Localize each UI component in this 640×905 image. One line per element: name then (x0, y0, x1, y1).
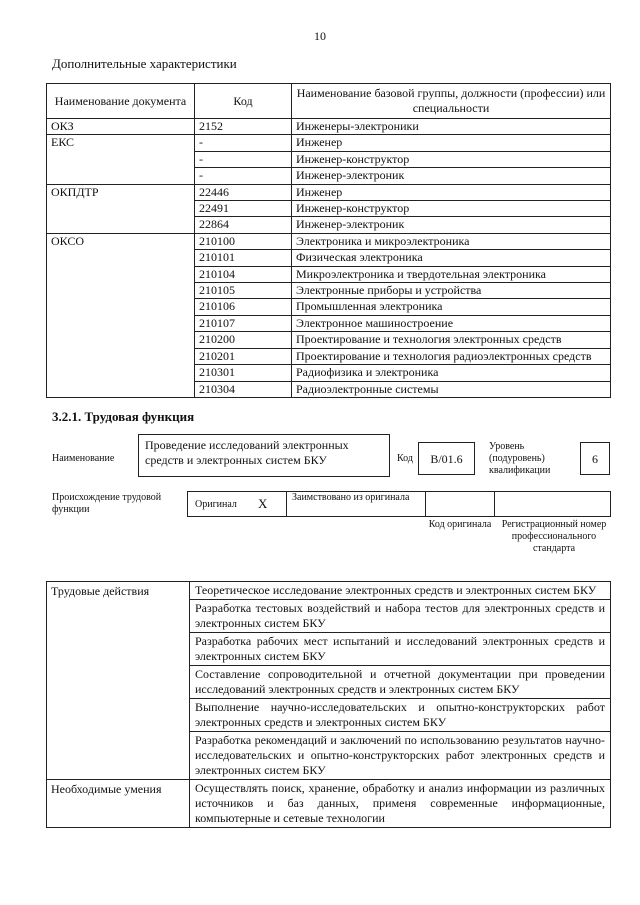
function-name-value: Проведение исследований электронных средств и электронных систем БКУ (145, 438, 349, 467)
header-code: Код (195, 84, 292, 119)
table-row (47, 184, 611, 200)
required-skill-label: Необходимые умения (47, 780, 190, 828)
code-label: Код (397, 453, 413, 464)
group-name-cell: Промышленная электроника (292, 299, 611, 315)
code-cell: 210304 (195, 381, 292, 397)
labor-action-label: Трудовые действия (47, 582, 190, 780)
group-name-cell: Физическая электроника (292, 250, 611, 266)
origin-label: Происхождение трудовой функции (52, 492, 162, 515)
table-header-row (47, 84, 611, 119)
code-cell: - (195, 135, 292, 151)
code-cell: 210100 (195, 233, 292, 249)
function-code-box (418, 442, 475, 475)
document-cell: ОКСО (47, 233, 195, 397)
code-cell: 2152 (195, 119, 292, 135)
labor-action-item: Составление сопроводительной и отчетной документации при проведении исследований электронных средств и электронных систем БКУ (190, 666, 611, 699)
table-row (47, 119, 611, 135)
original-mark: X (258, 496, 268, 511)
group-name-cell: Радиофизика и электроника (292, 365, 611, 381)
borrowed-label: Заимствовано из оригинала (292, 492, 410, 503)
header-document: Наименование документа (47, 84, 195, 119)
code-cell: 22864 (195, 217, 292, 233)
code-cell: 22446 (195, 184, 292, 200)
group-name-cell: Электронное машиностроение (292, 315, 611, 331)
document-cell: ОКЗ (47, 119, 195, 135)
group-name-cell: Инженер-электроник (292, 217, 611, 233)
required-skill-row (47, 780, 611, 828)
registration-number-label: Регистрационный номер профессионального стандарта (501, 519, 607, 554)
group-name-cell: Проектирование и технология электронных средств (292, 332, 611, 348)
origin-divider-2 (425, 491, 426, 517)
labor-action-row (47, 582, 611, 600)
code-cell: 210101 (195, 250, 292, 266)
labor-actions-table (46, 581, 611, 828)
level-box (580, 442, 610, 475)
code-cell: - (195, 151, 292, 167)
labor-function-title: 3.2.1. Трудовая функция (52, 409, 195, 424)
group-name-cell: Инженер-конструктор (292, 151, 611, 167)
level-label: Уровень (подуровень) квалификации (489, 441, 551, 476)
group-name-cell: Радиоэлектронные системы (292, 381, 611, 397)
code-cell: 210201 (195, 348, 292, 364)
origin-divider-3 (494, 491, 495, 517)
original-label: Оригинал (195, 499, 237, 510)
group-name-cell: Инженер (292, 135, 611, 151)
table-row (47, 135, 611, 151)
group-name-cell: Инженеры-электроники (292, 119, 611, 135)
group-name-cell: Инженер-конструктор (292, 201, 611, 217)
labor-action-item: Теоретическое исследование электронных средств и электронных систем БКУ (190, 582, 611, 600)
additional-characteristics-title: Дополнительные характеристики (52, 56, 237, 71)
document-cell: ОКПДТР (47, 184, 195, 233)
function-code-value: B/01.6 (430, 452, 463, 466)
name-label: Наименование (52, 453, 115, 464)
actions-table-body (47, 582, 611, 828)
group-name-cell: Инженер (292, 184, 611, 200)
labor-action-item: Разработка рабочих мест испытаний и исследований электронных средств и электронных систем БКУ (190, 633, 611, 666)
code-cell: 210301 (195, 365, 292, 381)
labor-action-item: Выполнение научно-исследовательских и опытно-конструкторских работ электронных средств и электронных систем БКУ (190, 699, 611, 732)
labor-action-item: Разработка тестовых воздействий и набора тестов для электронных средств и электронных систем БКУ (190, 600, 611, 633)
code-cell: - (195, 168, 292, 184)
page-number: 10 (314, 29, 326, 43)
level-value: 6 (592, 452, 598, 466)
code-original-label: Код оригинала (428, 519, 492, 530)
function-name-box (138, 434, 390, 477)
code-cell: 210107 (195, 315, 292, 331)
code-cell: 210106 (195, 299, 292, 315)
group-name-cell: Электронные приборы и устройства (292, 283, 611, 299)
group-name-cell: Микроэлектроника и твердотельная электроника (292, 266, 611, 282)
group-name-cell: Инженер-электроник (292, 168, 611, 184)
code-cell: 210105 (195, 283, 292, 299)
header-group-name: Наименование базовой группы, должности (профессии) или специальности (292, 84, 611, 119)
table-body (47, 119, 611, 398)
additional-characteristics-table (46, 83, 611, 398)
table-row (47, 233, 611, 249)
origin-divider-1 (286, 491, 287, 517)
code-cell: 210104 (195, 266, 292, 282)
document-cell: ЕКС (47, 135, 195, 184)
group-name-cell: Электроника и микроэлектроника (292, 233, 611, 249)
group-name-cell: Проектирование и технология радиоэлектронных средств (292, 348, 611, 364)
code-cell: 22491 (195, 201, 292, 217)
code-cell: 210200 (195, 332, 292, 348)
labor-action-item: Разработка рекомендаций и заключений по использованию результатов научно-исследовательских и опытно-конструкторских работ электронных средств и электронных систем БКУ (190, 732, 611, 780)
required-skill-item: Осуществлять поиск, хранение, обработку и анализ информации из различных источников и баз данных, применя современные информационные, компьютерные и сетевые технологии (190, 780, 611, 828)
